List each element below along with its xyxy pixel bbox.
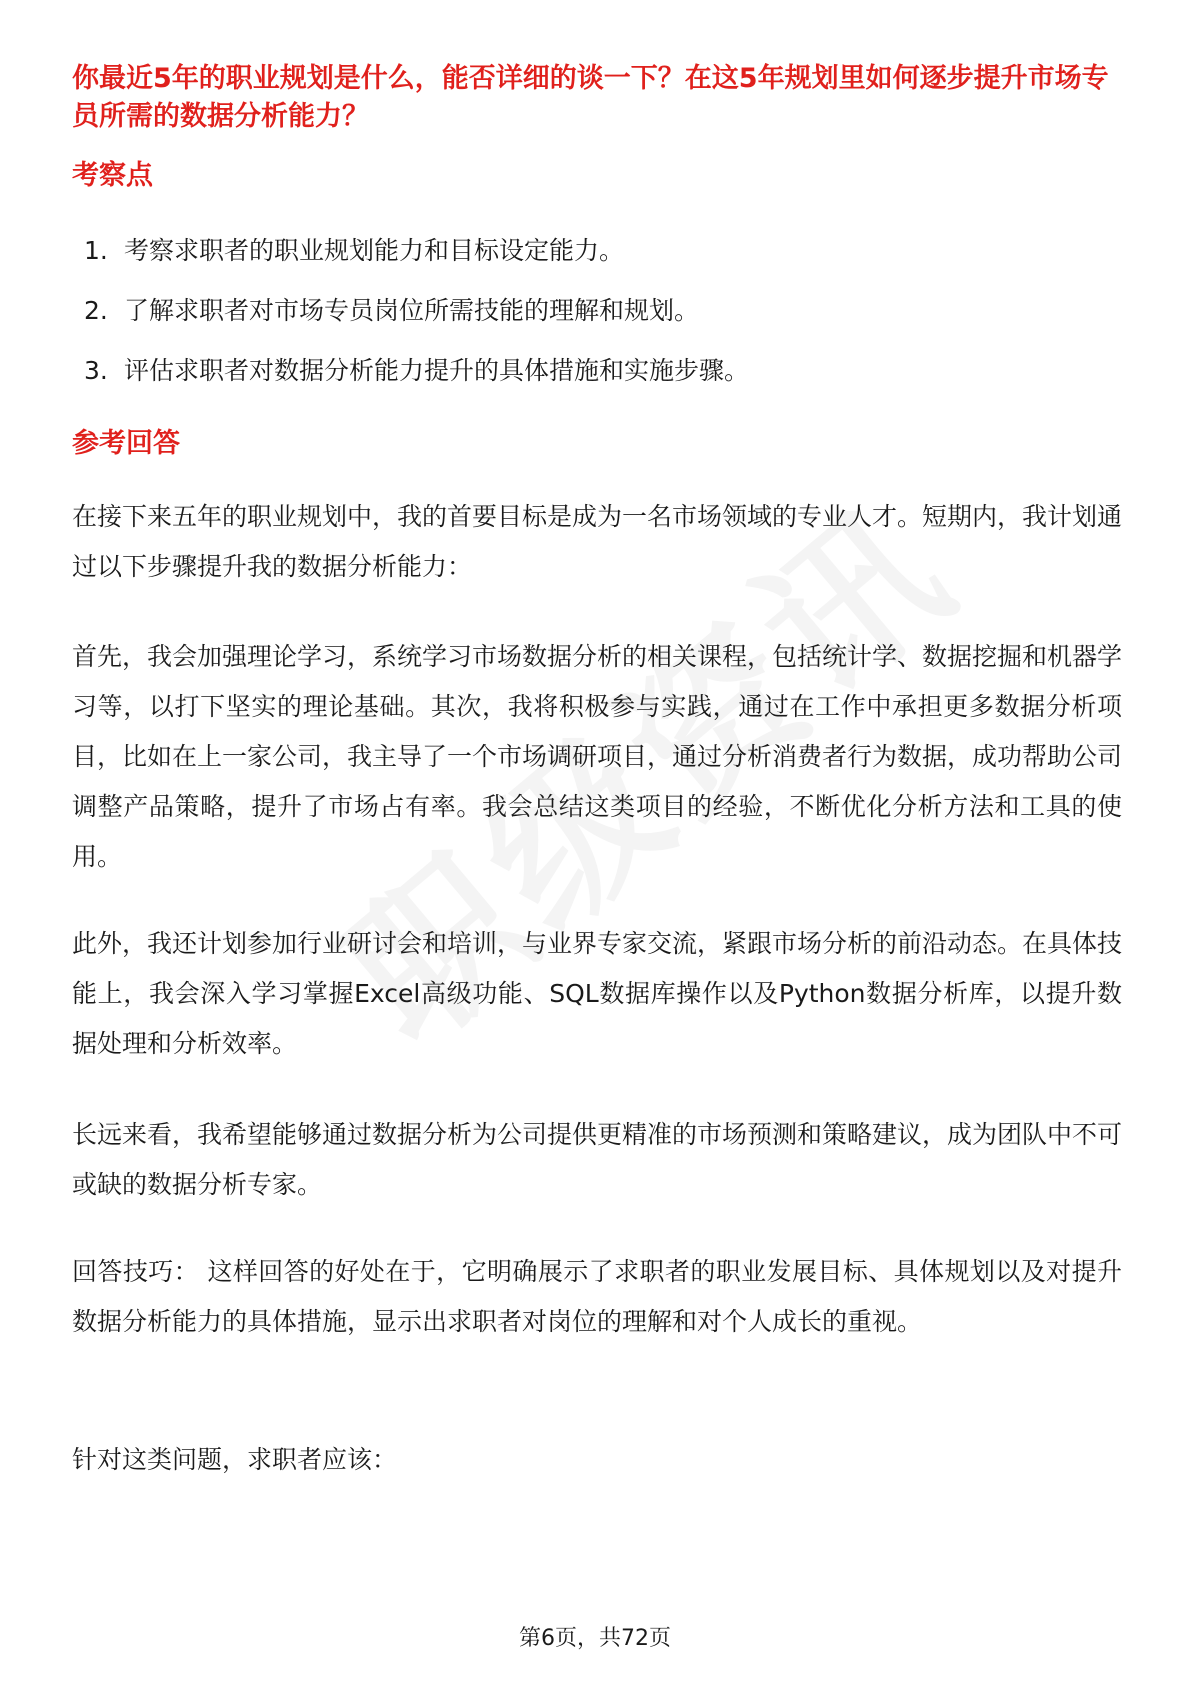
- list-item: [84, 292, 1124, 330]
- answer-paragraph: 针对这类问题，求职者应该：: [72, 1445, 398, 1474]
- list-item-text: 考察求职者的职业规划能力和目标设定能力。: [124, 236, 625, 265]
- answer-tip-paragraph: 回答技巧： 这样回答的好处在于，它明确展示了求职者的职业发展目标、具体规划以及对提升数据分析能力的具体措施，显示出求职者对岗位的理解和对个人成长的重视。: [72, 1257, 1122, 1336]
- list-item-number: 3.: [84, 356, 108, 385]
- section-title-reference-answer: 参考回答: [72, 428, 180, 459]
- section-title-assessment-points: 考察点: [72, 160, 153, 191]
- answer-paragraph: 长远来看，我希望能够通过数据分析为公司提供更精准的市场预测和策略建议，成为团队中不可或缺的数据分析专家。: [72, 1120, 1123, 1199]
- list-item: [84, 352, 1124, 390]
- answer-paragraph: 此外，我还计划参加行业研讨会和培训，与业界专家交流，紧跟市场分析的前沿动态。在具体技能上，我会深入学习掌握Excel高级功能、SQL数据库操作以及Python数据分析库，以提升数据处理和分析效率。: [72, 929, 1123, 1058]
- question-heading: 你最近5年的职业规划是什么，能否详细的谈一下？在这5年规划里如何逐步提升市场专员所需的数据分析能力？: [72, 63, 1109, 132]
- list-item-number: 1.: [84, 236, 108, 265]
- page-number-footer: 第6页，共72页: [519, 1626, 671, 1651]
- list-item-number: 2.: [84, 296, 108, 325]
- list-item-text: 了解求职者对市场专员岗位所需技能的理解和规划。: [124, 296, 700, 325]
- list-item-text: 评估求职者对数据分析能力提升的具体措施和实施步骤。: [124, 356, 750, 385]
- answer-paragraph: 首先，我会加强理论学习，系统学习市场数据分析的相关课程，包括统计学、数据挖掘和机器学习等，以打下坚实的理论基础。其次，我将积极参与实践，通过在工作中承担更多数据分析项目，比如在上一家公司，我主导了一个市场调研项目，通过分析消费者行为数据，成功帮助公司调整产品策略，提升了市场占有率。我会总结这类项目的经验，不断优化分析方法和工具的使用。: [72, 642, 1123, 871]
- list-item: [84, 232, 1124, 270]
- assessment-points-list: [84, 232, 1124, 412]
- answer-paragraph: 在接下来五年的职业规划中，我的首要目标是成为一名市场领域的专业人才。短期内，我计划通过以下步骤提升我的数据分析能力：: [72, 502, 1123, 581]
